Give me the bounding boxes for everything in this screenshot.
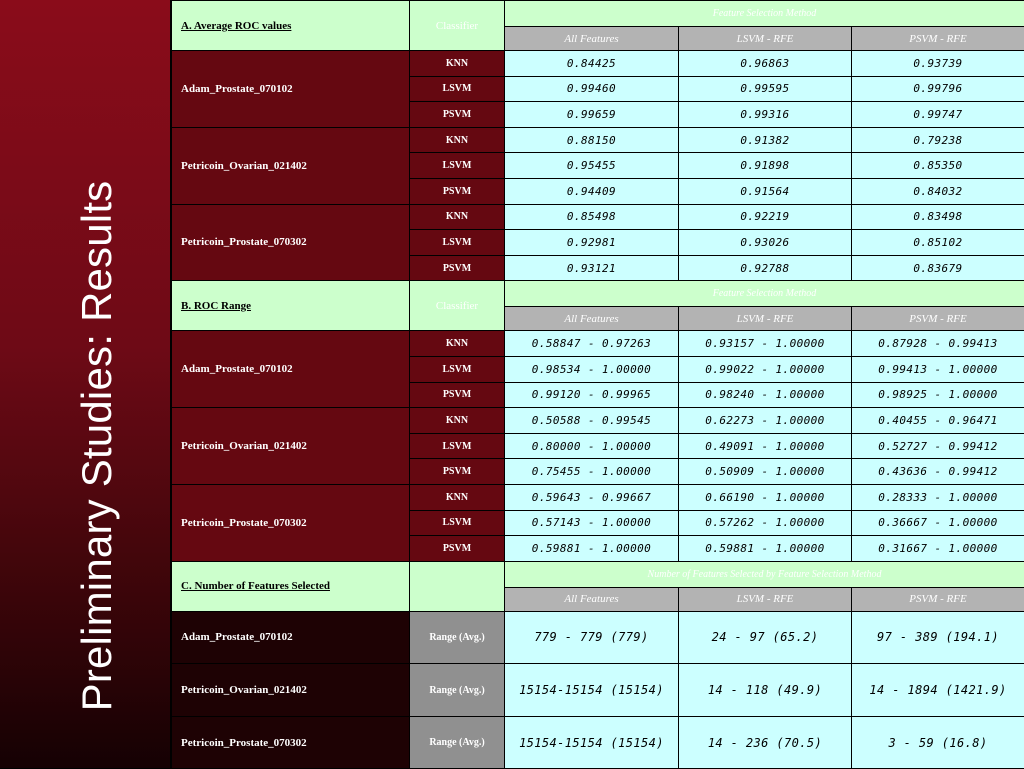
classifier-label: PSVM xyxy=(410,382,505,408)
classifier-label: PSVM xyxy=(410,102,505,128)
classifier-header xyxy=(410,561,505,611)
value-cell: 0.50909 - 1.00000 xyxy=(679,459,852,485)
section-title-text: B. ROC Range xyxy=(181,300,251,312)
value-cell: 0.58847 - 0.97263 xyxy=(505,331,679,357)
classifier-label: KNN xyxy=(410,127,505,153)
table-row xyxy=(172,408,1024,434)
results-table xyxy=(171,0,1024,769)
section-title-text: A. Average ROC values xyxy=(181,20,291,32)
value-cell: 0.99595 xyxy=(679,76,852,102)
value-cell: 15154-15154 (15154) xyxy=(505,664,679,717)
value-cell: 0.57143 - 1.00000 xyxy=(505,510,679,536)
dataset-name: Petricoin_Ovarian_021402 xyxy=(172,664,410,717)
classifier-label: KNN xyxy=(410,408,505,434)
value-cell: 0.93157 - 1.00000 xyxy=(679,331,852,357)
value-cell: 0.85350 xyxy=(852,153,1024,179)
value-cell: 0.93739 xyxy=(852,51,1024,77)
slide-sidebar xyxy=(0,0,170,768)
value-cell: 0.99747 xyxy=(852,102,1024,128)
classifier-label: LSVM xyxy=(410,433,505,459)
section-title-table_a xyxy=(172,1,410,51)
dataset-name: Adam_Prostate_070102 xyxy=(172,51,410,128)
value-cell: 14 - 118 (49.9) xyxy=(679,664,852,717)
value-cell: 14 - 236 (70.5) xyxy=(679,716,852,769)
value-cell: 0.99316 xyxy=(679,102,852,128)
classifier-label: PSVM xyxy=(410,255,505,281)
value-cell: 0.95455 xyxy=(505,153,679,179)
classifier-label: LSVM xyxy=(410,230,505,256)
dataset-name: Adam_Prostate_070102 xyxy=(172,331,410,408)
value-cell: 0.40455 - 0.96471 xyxy=(852,408,1024,434)
value-cell: 0.91898 xyxy=(679,153,852,179)
value-cell: 0.43636 - 0.99412 xyxy=(852,459,1024,485)
section-title-text: C. Number of Features Selected xyxy=(181,580,330,592)
table-row xyxy=(172,127,1024,153)
value-cell: 0.98534 - 1.00000 xyxy=(505,356,679,382)
range-label: Range (Avg.) xyxy=(410,611,505,664)
method-header: Feature Selection Method xyxy=(505,281,1024,307)
classifier-label: LSVM xyxy=(410,510,505,536)
dataset-name: Petricoin_Prostate_070302 xyxy=(172,716,410,769)
column-header-all-features: All Features xyxy=(505,587,679,611)
slide-title: Preliminary Studies: Results xyxy=(73,181,121,712)
method-header: Feature Selection Method xyxy=(505,1,1024,27)
column-header-lsvm-rfe: LSVM - RFE xyxy=(679,27,852,51)
table-row xyxy=(172,331,1024,357)
value-cell: 0.59881 - 1.00000 xyxy=(505,536,679,562)
classifier-label: LSVM xyxy=(410,76,505,102)
value-cell: 0.98240 - 1.00000 xyxy=(679,382,852,408)
value-cell: 0.59643 - 0.99667 xyxy=(505,484,679,510)
dataset-name: Adam_Prostate_070102 xyxy=(172,611,410,664)
table-row xyxy=(172,51,1024,77)
value-cell: 0.91382 xyxy=(679,127,852,153)
value-cell: 0.80000 - 1.00000 xyxy=(505,433,679,459)
classifier-header: Classifier xyxy=(410,1,505,51)
value-cell: 0.62273 - 1.00000 xyxy=(679,408,852,434)
classifier-label: KNN xyxy=(410,484,505,510)
value-cell: 0.85498 xyxy=(505,204,679,230)
value-cell: 0.99659 xyxy=(505,102,679,128)
value-cell: 0.36667 - 1.00000 xyxy=(852,510,1024,536)
dataset-name: Petricoin_Ovarian_021402 xyxy=(172,127,410,204)
classifier-label: KNN xyxy=(410,51,505,77)
value-cell: 0.99796 xyxy=(852,76,1024,102)
column-header-psvm-rfe: PSVM - RFE xyxy=(852,587,1024,611)
section-title-table_c xyxy=(172,561,410,611)
section-title-table_b xyxy=(172,281,410,331)
range-label: Range (Avg.) xyxy=(410,716,505,769)
value-cell: 0.99120 - 0.99965 xyxy=(505,382,679,408)
value-cell: 0.83498 xyxy=(852,204,1024,230)
value-cell: 0.57262 - 1.00000 xyxy=(679,510,852,536)
column-header-all-features: All Features xyxy=(505,27,679,51)
value-cell: 97 - 389 (194.1) xyxy=(852,611,1024,664)
value-cell: 0.99460 xyxy=(505,76,679,102)
value-cell: 0.50588 - 0.99545 xyxy=(505,408,679,434)
range-label: Range (Avg.) xyxy=(410,664,505,717)
value-cell: 0.66190 - 1.00000 xyxy=(679,484,852,510)
value-cell: 0.79238 xyxy=(852,127,1024,153)
classifier-label: PSVM xyxy=(410,536,505,562)
value-cell: 0.75455 - 1.00000 xyxy=(505,459,679,485)
column-header-psvm-rfe: PSVM - RFE xyxy=(852,27,1024,51)
value-cell: 0.92788 xyxy=(679,255,852,281)
column-header-psvm-rfe: PSVM - RFE xyxy=(852,307,1024,331)
column-header-lsvm-rfe: LSVM - RFE xyxy=(679,587,852,611)
value-cell: 0.52727 - 0.99412 xyxy=(852,433,1024,459)
value-cell: 0.98925 - 1.00000 xyxy=(852,382,1024,408)
classifier-label: PSVM xyxy=(410,459,505,485)
value-cell: 0.93121 xyxy=(505,255,679,281)
classifier-label: PSVM xyxy=(410,178,505,204)
value-cell: 0.96863 xyxy=(679,51,852,77)
value-cell: 0.84032 xyxy=(852,178,1024,204)
value-cell: 779 - 779 (779) xyxy=(505,611,679,664)
value-cell: 14 - 1894 (1421.9) xyxy=(852,664,1024,717)
classifier-label: LSVM xyxy=(410,356,505,382)
table-row xyxy=(172,204,1024,230)
column-header-lsvm-rfe: LSVM - RFE xyxy=(679,307,852,331)
table-row xyxy=(172,664,1024,717)
dataset-name: Petricoin_Prostate_070302 xyxy=(172,484,410,561)
value-cell: 0.91564 xyxy=(679,178,852,204)
value-cell: 3 - 59 (16.8) xyxy=(852,716,1024,769)
value-cell: 0.99413 - 1.00000 xyxy=(852,356,1024,382)
table-row xyxy=(172,611,1024,664)
value-cell: 0.92219 xyxy=(679,204,852,230)
value-cell: 0.88150 xyxy=(505,127,679,153)
dataset-name: Petricoin_Ovarian_021402 xyxy=(172,408,410,485)
classifier-label: KNN xyxy=(410,204,505,230)
classifier-label: KNN xyxy=(410,331,505,357)
value-cell: 0.87928 - 0.99413 xyxy=(852,331,1024,357)
value-cell: 0.31667 - 1.00000 xyxy=(852,536,1024,562)
table-row xyxy=(172,716,1024,769)
value-cell: 0.59881 - 1.00000 xyxy=(679,536,852,562)
table-row xyxy=(172,484,1024,510)
classifier-label: LSVM xyxy=(410,153,505,179)
value-cell: 0.92981 xyxy=(505,230,679,256)
value-cell: 0.93026 xyxy=(679,230,852,256)
column-header-all-features: All Features xyxy=(505,307,679,331)
method-header: Number of Features Selected by Feature Selection Method xyxy=(505,561,1024,587)
dataset-name: Petricoin_Prostate_070302 xyxy=(172,204,410,281)
classifier-header: Classifier xyxy=(410,281,505,331)
value-cell: 0.28333 - 1.00000 xyxy=(852,484,1024,510)
value-cell: 0.49091 - 1.00000 xyxy=(679,433,852,459)
value-cell: 0.83679 xyxy=(852,255,1024,281)
value-cell: 15154-15154 (15154) xyxy=(505,716,679,769)
value-cell: 0.94409 xyxy=(505,178,679,204)
value-cell: 0.99022 - 1.00000 xyxy=(679,356,852,382)
value-cell: 0.85102 xyxy=(852,230,1024,256)
value-cell: 0.84425 xyxy=(505,51,679,77)
value-cell: 24 - 97 (65.2) xyxy=(679,611,852,664)
